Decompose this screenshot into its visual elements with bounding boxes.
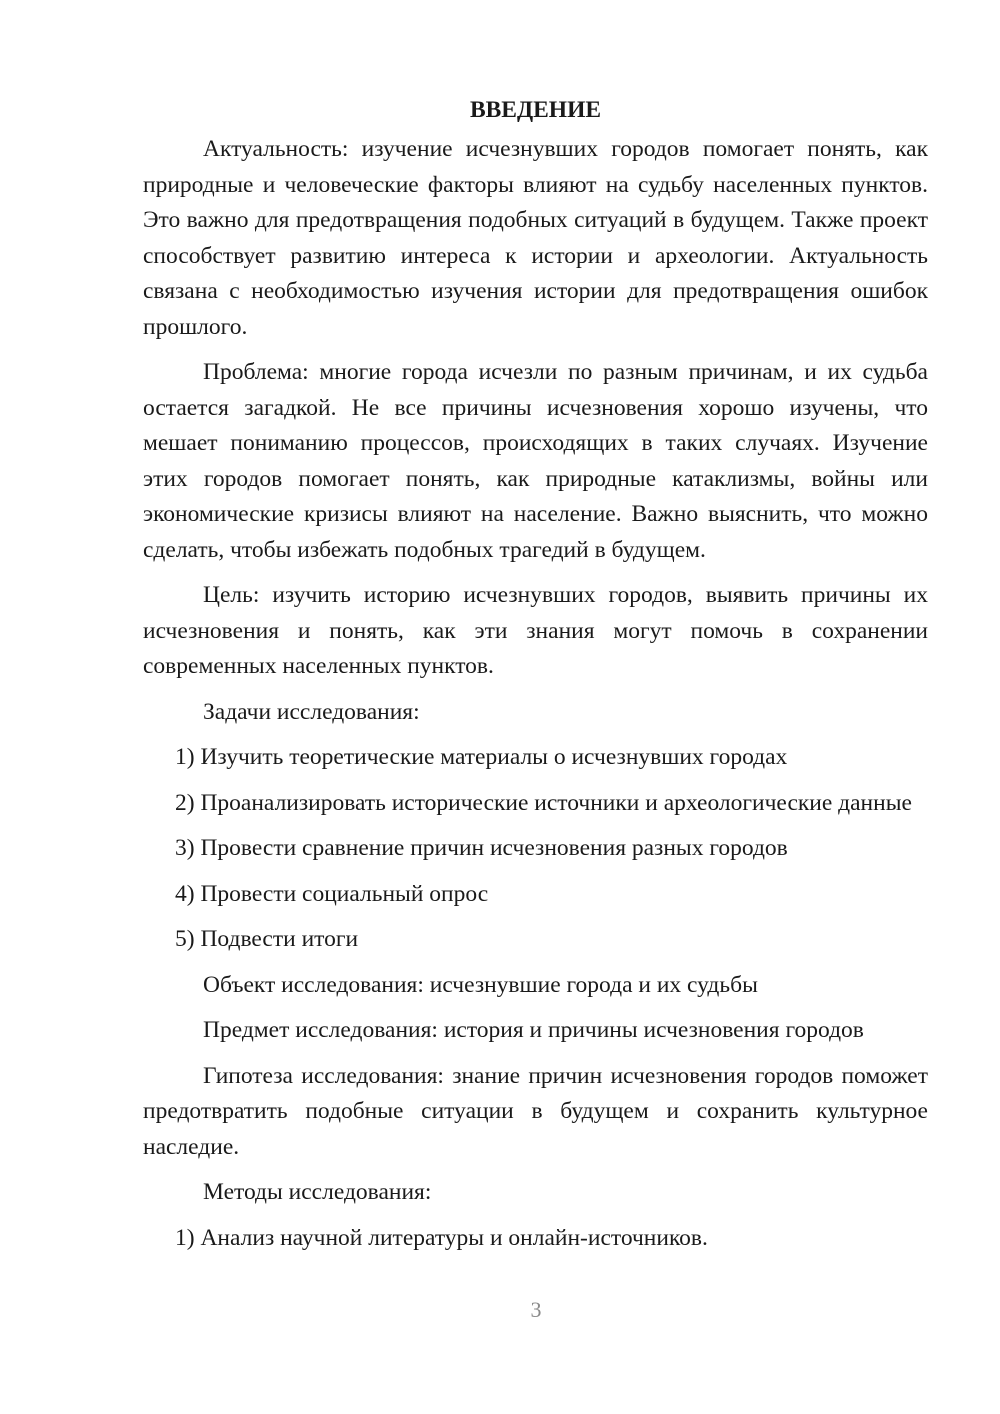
list-item-task-3: 3) Провести сравнение причин исчезновения разных городов	[175, 835, 788, 861]
document-body	[143, 92, 928, 1256]
page-number: 3	[530, 1297, 542, 1322]
list-item-method-1: 1) Анализ научной литературы и онлайн-источников.	[175, 1224, 708, 1251]
list-item-task-5: 5) Подвести итоги	[175, 926, 359, 952]
paragraph-object: Объект исследования: исчезнувшие города и их судьбы	[203, 971, 758, 998]
list-item-task-4: 4) Провести социальный опрос	[175, 880, 489, 907]
paragraph-goal: Цель: изучить историю исчезнувших городов, выявить причины их исчезновения и понять, как эти знания могут помочь в сохранении современных населенных пунктов.	[143, 582, 928, 679]
section-heading: ВВЕДЕНИЕ	[469, 97, 602, 123]
paragraph-hypothesis: Гипотеза исследования: знание причин исчезновения городов поможет предотвратить подобные ситуации в будущем и сохранить культурное наследие.	[143, 1062, 928, 1160]
paragraph-subject: Предмет исследования: история и причины исчезновения городов	[203, 1017, 864, 1043]
tasks-title: Задачи исследования:	[203, 698, 420, 725]
list-item-task-2: 2) Проанализировать исторические источники и археологические данные	[175, 789, 912, 816]
paragraph-problem: Проблема: многие города исчезли по разным причинам, и их судьба остается загадкой. Не все причины исчезновения хорошо изучены, что мешает пониманию процессов, происходящих в таких случаях. Изучение этих городов помогает понять, как природные катаклизмы, войны или экономические кризисы влияют на население. Важно выяснить, что можно сделать, чтобы избежать подобных трагедий в будущем.	[143, 359, 928, 563]
list-item-task-1: 1) Изучить теоретические материалы о исчезнувших городах	[175, 744, 788, 770]
methods-title: Методы исследования:	[203, 1179, 432, 1205]
paragraph-relevance: Актуальность: изучение исчезнувших городов помогает понять, как природные и человеческие факторы влияют на судьбу населенных пунктов. Это важно для предотвращения подобных ситуаций в будущем. Также проект способствует развитию интереса к истории и археологии. Актуальность связана с необходимостью изучения истории для предотвращения ошибок прошлого.	[143, 136, 928, 340]
